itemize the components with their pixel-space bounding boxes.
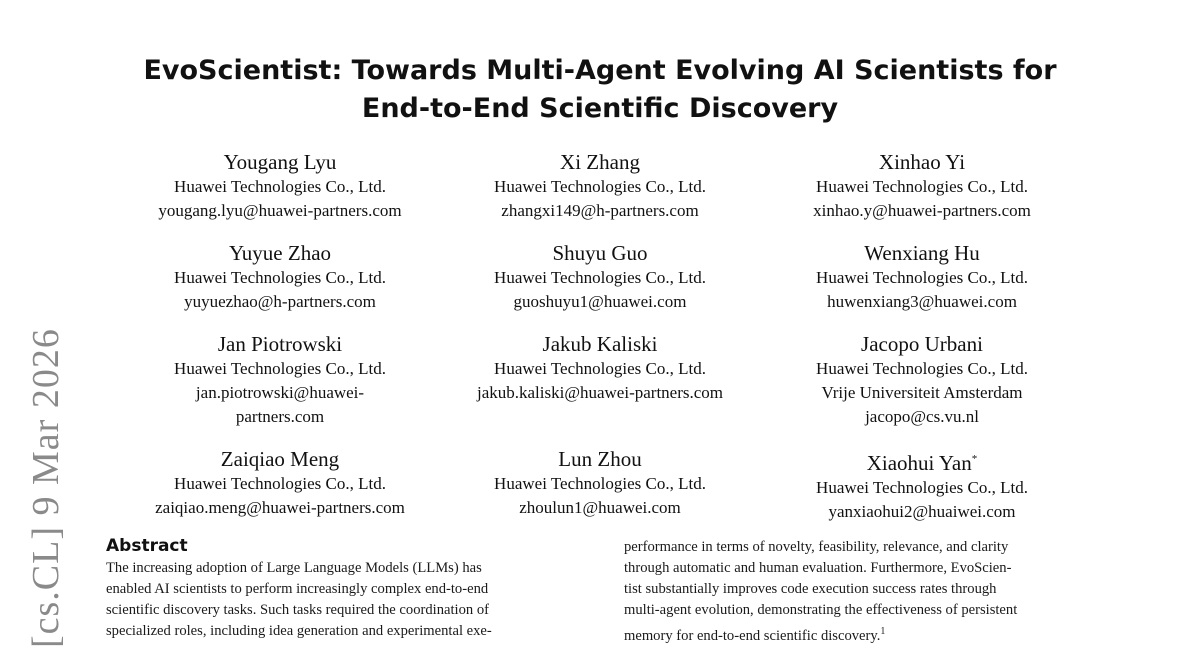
abstract-line: specialized roles, including idea generation and experimental exe- xyxy=(106,623,492,639)
author-affiliation-secondary: Vrije Universiteit Amsterdam xyxy=(821,383,1023,402)
author-affiliation: Huawei Technologies Co., Ltd. xyxy=(816,177,1028,196)
author-affiliation: Huawei Technologies Co., Ltd. xyxy=(494,177,706,196)
author-name: Jakub Kaliski xyxy=(542,332,658,356)
paper-title-line-1: EvoScientist: Towards Multi-Agent Evolving AI Scientists for xyxy=(143,55,1057,86)
abstract-line: through automatic and human evaluation. Furthermore, EvoScien- xyxy=(624,560,1012,576)
author-affiliation: Huawei Technologies Co., Ltd. xyxy=(174,177,386,196)
corresponding-author-mark: * xyxy=(971,453,978,465)
author-block xyxy=(722,446,1122,524)
author-block xyxy=(722,149,1122,223)
abstract-column-left xyxy=(106,534,578,642)
author-email: huwenxiang3@huawei.com xyxy=(827,292,1017,311)
abstract-line: The increasing adoption of Large Language Models (LLMs) has xyxy=(106,560,482,576)
arxiv-identifier-stamp: [cs.CL] 9 Mar 2026 xyxy=(25,328,67,648)
abstract-line: memory for end-to-end scientific discovery. xyxy=(624,627,881,644)
abstract-line: multi-agent evolution, demonstrating the effectiveness of persistent xyxy=(624,602,1018,618)
author-name-text: Xiaohui Yan xyxy=(866,451,972,475)
paper-title xyxy=(0,52,1200,128)
abstract-column-right xyxy=(624,537,1096,647)
author-affiliation: Huawei Technologies Co., Ltd. xyxy=(174,474,386,493)
author-name: Xi Zhang xyxy=(560,150,640,174)
author-name: Yougang Lyu xyxy=(223,150,337,174)
author-email: jacopo@cs.vu.nl xyxy=(865,407,979,426)
author-email: yougang.lyu@huawei-partners.com xyxy=(158,201,402,220)
author-email: xinhao.y@huawei-partners.com xyxy=(813,201,1031,220)
author-email: zhangxi149@h-partners.com xyxy=(501,201,699,220)
abstract-heading: Abstract xyxy=(106,536,188,556)
author-block xyxy=(722,240,1122,314)
author-email: guoshuyu1@huawei.com xyxy=(513,292,687,311)
abstract-text-left xyxy=(106,558,578,642)
author-affiliation: Huawei Technologies Co., Ltd. xyxy=(494,359,706,378)
author-email: jakub.kaliski@huawei-partners.com xyxy=(476,383,724,402)
author-name xyxy=(722,446,1122,476)
abstract-line: enabled AI scientists to perform increasingly complex end-to-end xyxy=(106,581,489,597)
author-affiliation: Huawei Technologies Co., Ltd. xyxy=(174,268,386,287)
paper-title-line-2: End-to-End Scientific Discovery xyxy=(361,93,839,124)
author-email-continued: partners.com xyxy=(235,407,325,426)
author-name: Yuyue Zhao xyxy=(228,241,332,265)
abstract-line: scientific discovery tasks. Such tasks required the coordination of xyxy=(106,602,489,618)
author-name: Lun Zhou xyxy=(558,447,642,471)
author-name: Jan Piotrowski xyxy=(217,332,343,356)
author-email: yanxiaohui2@huaiwei.com xyxy=(828,502,1016,521)
author-affiliation: Huawei Technologies Co., Ltd. xyxy=(494,268,706,287)
author-affiliation: Huawei Technologies Co., Ltd. xyxy=(174,359,386,378)
abstract-line: performance in terms of novelty, feasibility, relevance, and clarity xyxy=(624,539,1009,555)
author-email: yuyuezhao@h-partners.com xyxy=(184,292,376,311)
author-email: jan.piotrowski@huawei- xyxy=(195,383,365,402)
author-name: Xinhao Yi xyxy=(878,150,966,174)
abstract-line: tist substantially improves code execution success rates through xyxy=(624,581,997,597)
author-affiliation: Huawei Technologies Co., Ltd. xyxy=(494,474,706,493)
author-email: zhoulun1@huawei.com xyxy=(519,498,681,517)
author-affiliation: Huawei Technologies Co., Ltd. xyxy=(816,359,1028,378)
author-name: Shuyu Guo xyxy=(552,241,648,265)
abstract-line-last xyxy=(624,621,1096,647)
author-affiliation: Huawei Technologies Co., Ltd. xyxy=(816,478,1028,497)
author-email: zaiqiao.meng@huawei-partners.com xyxy=(155,498,405,517)
author-name: Zaiqiao Meng xyxy=(220,447,340,471)
author-name: Jacopo Urbani xyxy=(861,332,983,356)
author-block xyxy=(722,331,1122,429)
author-affiliation: Huawei Technologies Co., Ltd. xyxy=(816,268,1028,287)
author-name: Wenxiang Hu xyxy=(864,241,980,265)
footnote-mark[interactable]: 1 xyxy=(880,626,886,637)
